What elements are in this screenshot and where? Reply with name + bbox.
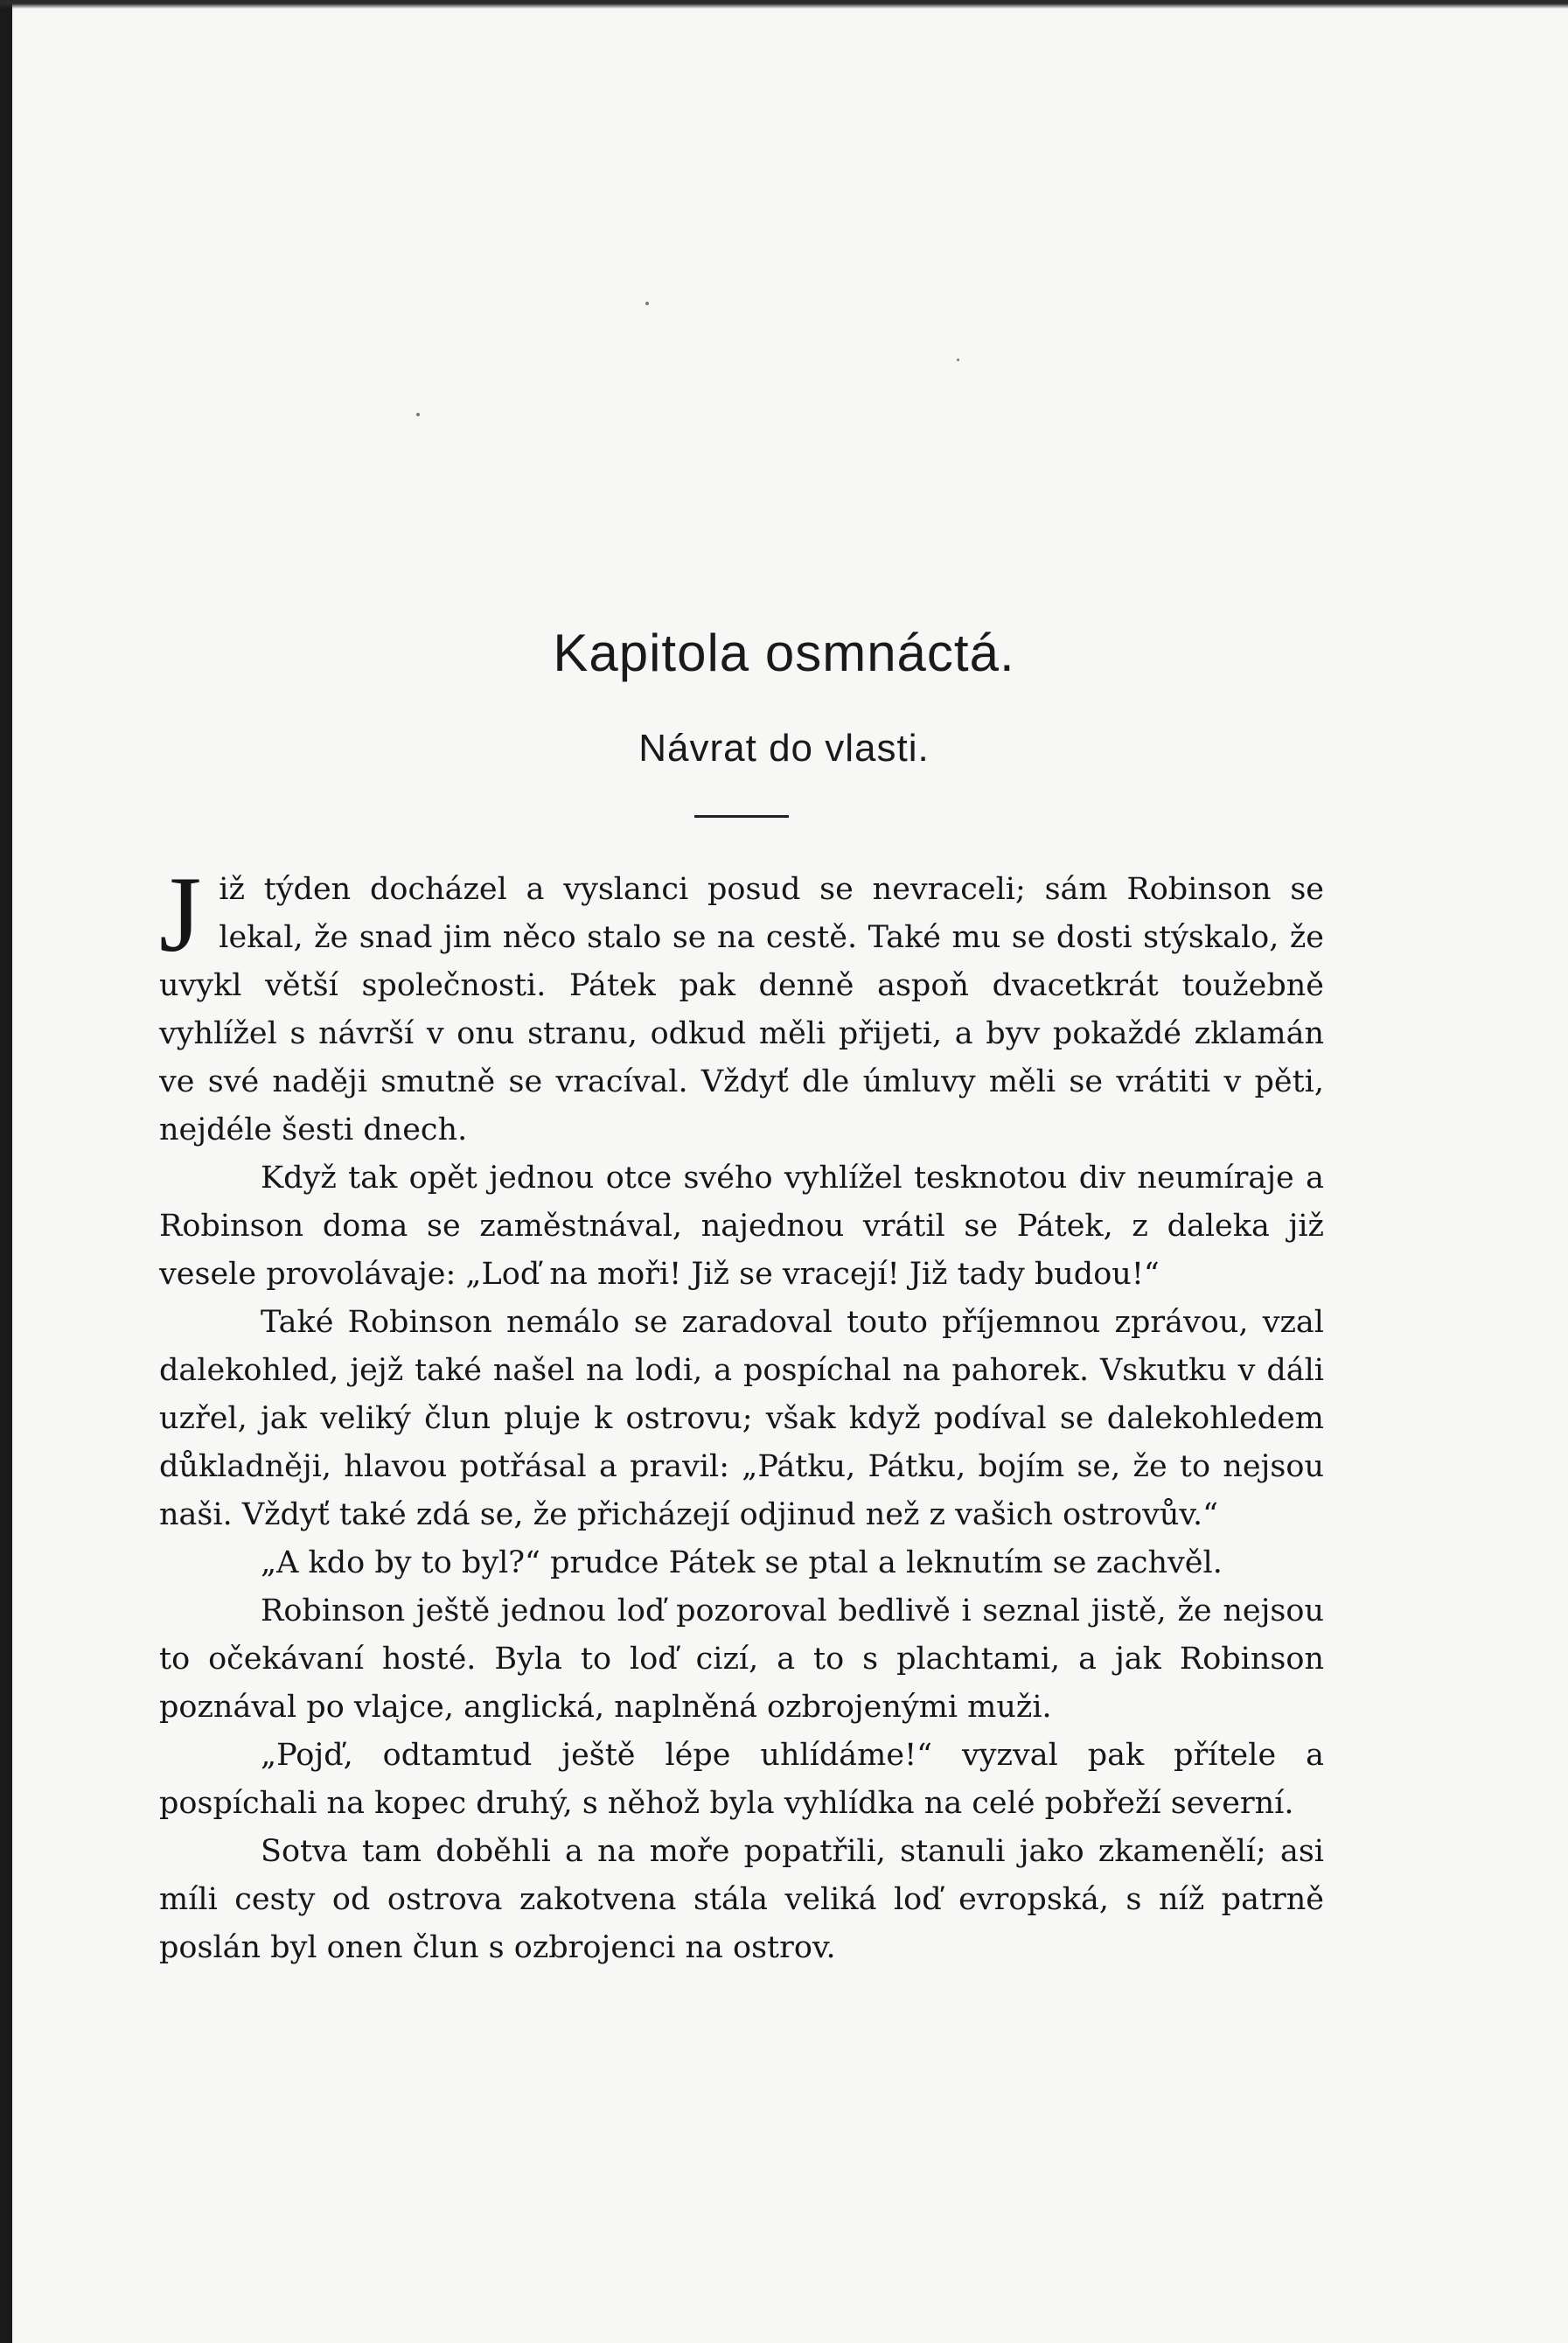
paragraph-text: iž týden docházel a vyslanci posud se nevraceli; sám Robinson se lekal, že snad jim něco stalo se na cestě. Také mu se dosti stýskalo, že uvykl větší společnosti. Pátek pak denně aspoň dvacetkrát toužebně vyhlížel s návrší v onu stranu, odkud měli přijeti, a byv pokaždé zklamán ve své naději smutně se vracíval. Vždyť dle úmluvy měli se vrátiti v pěti, nejdéle šesti dnech. <box>159 872 1324 1147</box>
paragraph: Sotva tam doběhli a na moře popatřili, stanuli jako zkamenělí; asi míli cesty od ostrova zakotvena stála veliká loď evropská, s níž patrně poslán byl onen člun s ozbrojenci na ostrov. <box>159 1834 1324 1965</box>
drop-cap: J <box>159 854 202 974</box>
page-left-edge <box>0 0 12 2343</box>
title-divider <box>694 815 789 818</box>
paragraph: Robinson ještě jednou loď pozoroval bedlivě i seznal jistě, že nejsou to očekávaní hosté. Byla to loď cizí, a to s plachtami, a jak Robinson poznával po vlajce, anglická, naplněná ozbrojenými muži. <box>159 1593 1324 1725</box>
chapter-subtitle: Návrat do vlasti. <box>638 727 930 770</box>
chapter-text <box>159 854 1324 1972</box>
paper-speck <box>416 413 420 416</box>
paragraph: Také Robinson nemálo se zaradoval touto příjemnou zprávou, vzal dalekohled, jejž také našel na lodi, a pospíchal na pahorek. Vskutku v dáli uzřel, jak veliký člun pluje k ostrovu; však když podíval se dalekohledem důkladněji, hlavou potřásal a pravil: „Pátku, Pátku, bojím se, že to nejsou naši. Vždyť také zdá se, že přicházejí odjinud než z vašich ostrovův.“ <box>159 1305 1324 1532</box>
paragraph: Když tak opět jednou otce svého vyhlížel tesknotou div neumíraje a Robinson doma se zaměstnával, najednou vrátil se Pátek, z daleka již vesele provolávaje: „Loď na moři! Již se vracejí! Již tady budou!“ <box>159 1161 1324 1292</box>
paragraph: „Pojď, odtamtud ještě lépe uhlídáme!“ vyzval pak přítele a pospíchali na kopec druhý, s něhož byla vyhlídka na celé pobřeží severní. <box>159 1738 1324 1821</box>
page-top-edge <box>0 0 1568 9</box>
paragraph <box>159 854 1324 1154</box>
paper-speck <box>957 359 959 361</box>
chapter-title: Kapitola osmnáctá. <box>553 624 1015 682</box>
paragraph: „A kdo by to byl?“ prudce Pátek se ptal a leknutím se zachvěl. <box>261 1545 1223 1580</box>
paper-speck <box>645 302 649 305</box>
